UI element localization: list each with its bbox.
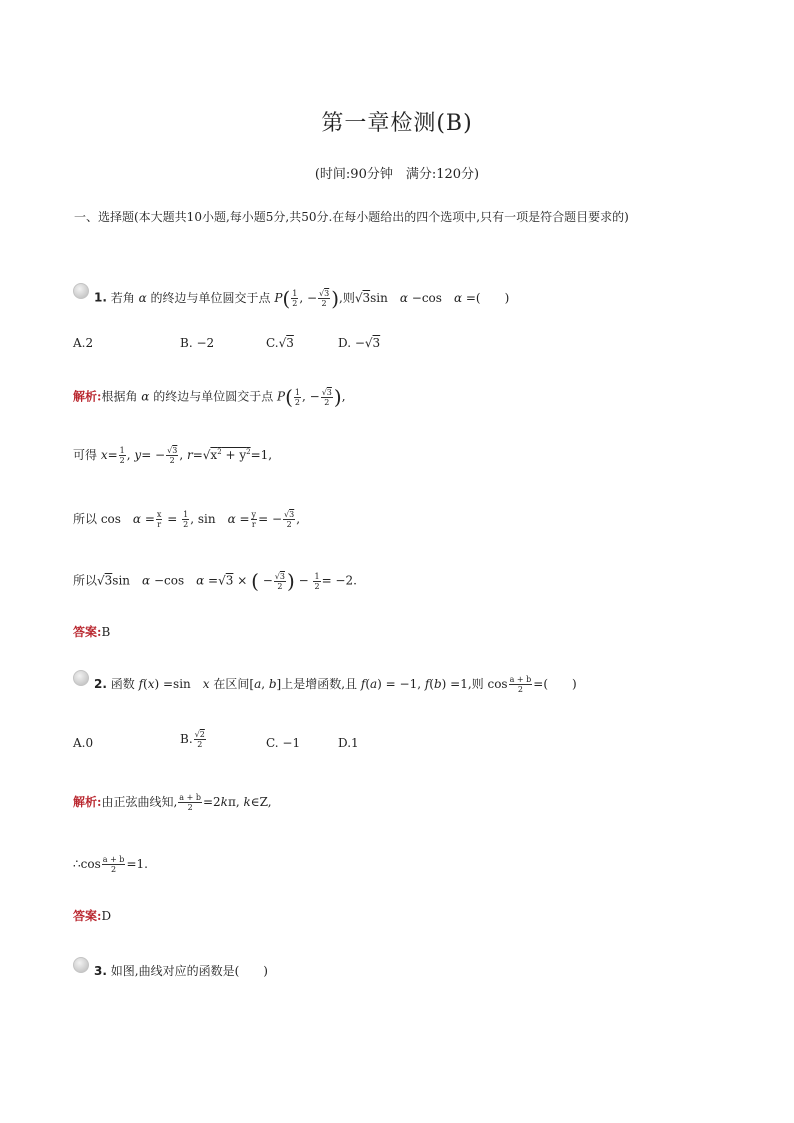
option-d: D.1: [338, 736, 359, 750]
question-stem: 若角 α 的终边与单位圆交于点 P( $\frac{1}{2}$ , − $\frac{√3}{2}$ ),则√3sin α −cos α =( ): [110, 286, 510, 310]
question-marker-icon: [73, 670, 89, 686]
question-marker-icon: [73, 957, 89, 973]
question-number: 2.: [94, 677, 107, 691]
option-b: B. $\frac{√2}{2}$: [180, 730, 205, 749]
option-a: A.2: [73, 336, 94, 350]
q1-analysis-line4: 所以√3sin α −cos α =√3 × ( − $\frac{√3}{2}$ ) − $\frac{1}{2}$ = −2.: [73, 569, 357, 593]
section-heading: 一、选择题(本大题共10小题,每小题5分,共50分.在每小题给出的四个选项中,只有一项是符合题目要求的): [74, 210, 629, 224]
answer-value: B: [101, 625, 111, 639]
q2-analysis-line2: ∴cos $\frac{a + b}{2}$ =1.: [73, 855, 148, 874]
question-stem: 如图,曲线对应的函数是( ): [110, 964, 268, 978]
page-title: 第一章检测(B): [321, 111, 473, 136]
answer-label: 答案:: [73, 909, 102, 923]
exam-info: (时间:90分钟 满分:120分): [314, 167, 480, 182]
option-c: C.√3: [266, 336, 294, 350]
question-1: [94, 286, 509, 310]
q1-analysis-line1: 解析:根据角 α 的终边与单位圆交于点 P( $\frac{1}{2}$ , − $\frac{√3}{2}$ ),: [73, 385, 346, 409]
analysis-label: 解析:: [73, 389, 102, 404]
option-d: D. −√3: [338, 336, 381, 350]
q1-answer: [73, 623, 110, 640]
analysis-label: 解析:: [73, 795, 102, 809]
question-number: 1.: [94, 290, 107, 305]
question-marker-icon: [73, 283, 89, 299]
answer-value: D: [101, 909, 112, 923]
option-b: B. −2: [180, 336, 215, 350]
q2-analysis-line1: 解析:由正弦曲线知, $\frac{a + b}{2}$ =2kπ, k∈Z,: [73, 793, 272, 812]
question-stem: 函数 f(x) =sin x 在区间[a, b]上是增函数,且 f(a) = −1, f(b) =1,则 cos $\frac{a + b}{2}$ =( ): [110, 675, 577, 694]
answer-label: 答案:: [73, 625, 102, 639]
q1-analysis-line2: 可得 x= $\frac{1}{2}$ , y= − $\frac{√3}{2}$ , $r=√x^2 + y^2=1$,: [73, 446, 273, 465]
question-2: [94, 675, 577, 694]
question-number: 3.: [94, 964, 107, 978]
option-c: C. −1: [266, 736, 301, 750]
q1-analysis-line3: 所以 cos α = $\frac{x}{r}$ = $\frac{1}{2}$ , sin α = $\frac{y}{r}$ = − $\frac{√3}{2}$ ,: [73, 510, 301, 529]
question-3: [94, 962, 268, 979]
q2-answer: [73, 907, 111, 924]
option-a: A.0: [73, 736, 94, 750]
